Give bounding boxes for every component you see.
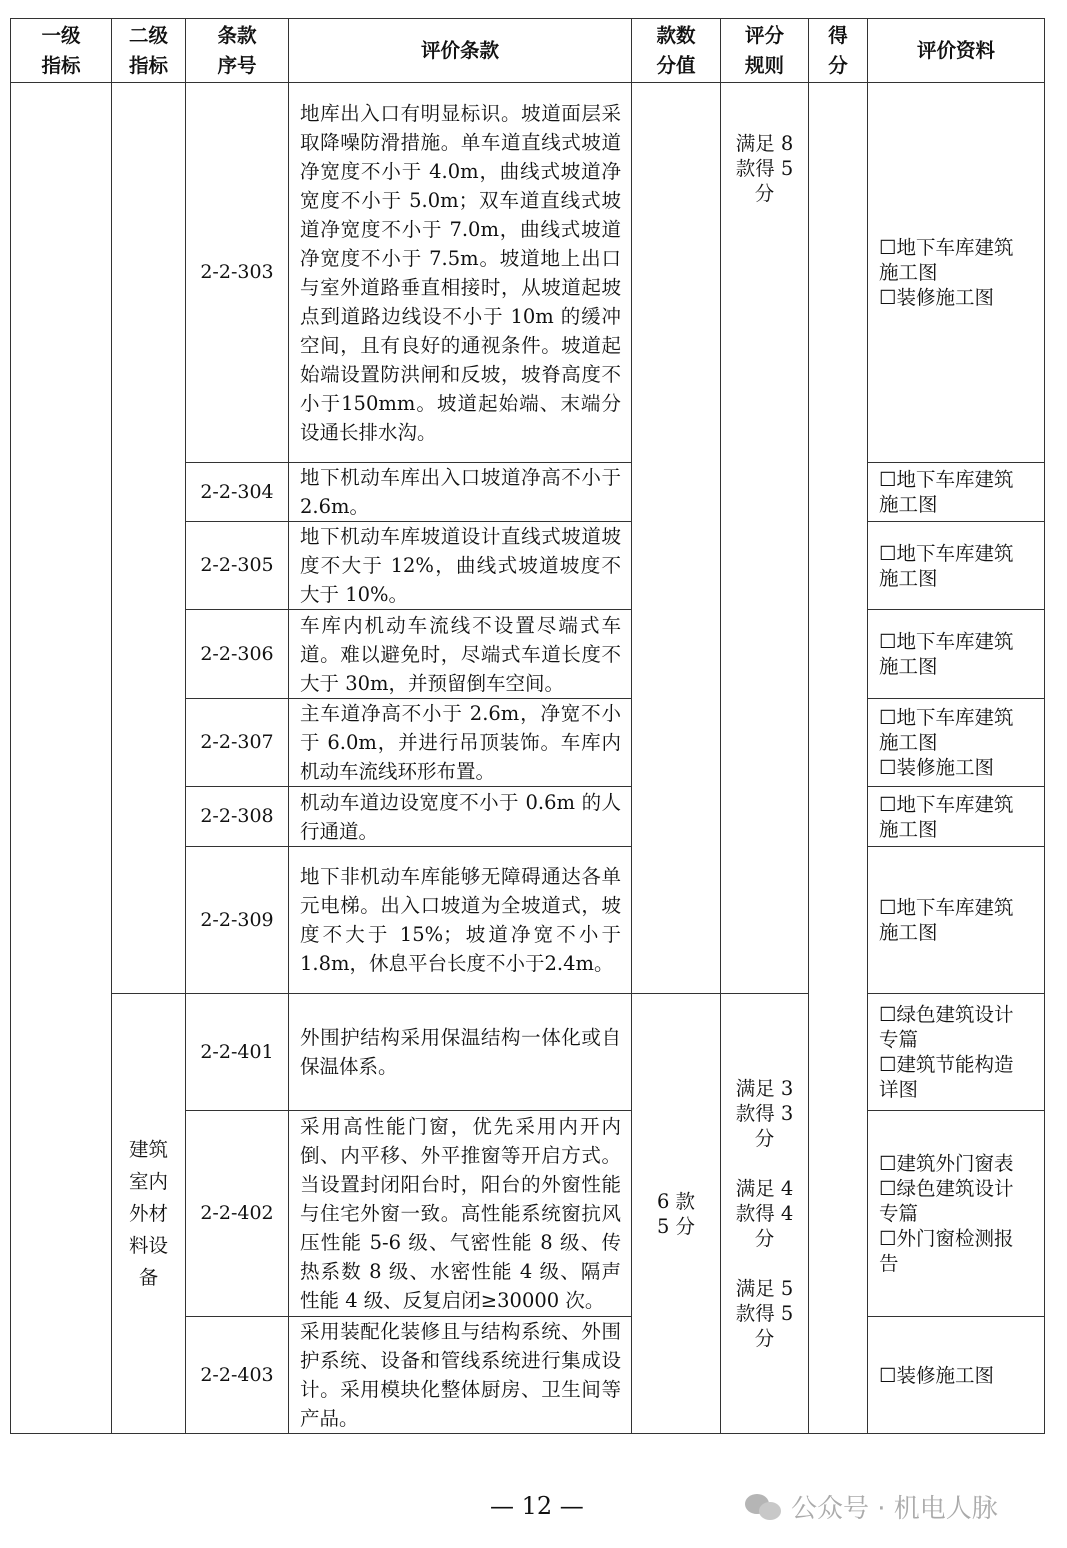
clause-text-body: 采用高性能门窗，优先采用内开内倒、内平移、外平推窗等开启方式。当设置封闭阳台时，阳台的外窗性能与住宅外窗一致。高性能系统窗抗风压性能 5-6 级、气密性能 8 级、传热系数 8 级、水密性能 4 级、隔声性能 4 级、反复启闭≥30000 次。 (300, 1115, 621, 1312)
materials-list: ☐装修施工图 (879, 1363, 994, 1387)
clause-code: 2-2-401 (186, 994, 289, 1111)
level1-cell (11, 83, 112, 1434)
header-level2: 二级 指标 (112, 19, 186, 83)
materials-cell (868, 1111, 1045, 1317)
level2-cell (112, 83, 186, 994)
wechat-icon (745, 1492, 783, 1522)
materials-cell (868, 847, 1045, 994)
clause-code: 2-2-402 (186, 1111, 289, 1317)
materials-list: ☐地下车库建筑 施工图 (879, 792, 1014, 841)
clause-text (289, 463, 632, 522)
level2-cell: 建筑 室内 外材 料设 备 (112, 994, 186, 1434)
clause-text (289, 83, 632, 463)
clause-code: 2-2-303 (186, 83, 289, 463)
points-cell (809, 83, 868, 1434)
clause-text (289, 787, 632, 847)
clause-text-body: 地下非机动车库能够无障碍通达各单元电梯。出入口坡道为全坡道式，坡度不大于 15%；坡道净宽不小于 1.8m，休息平台长度不小于2.4m。 (300, 865, 621, 975)
evaluation-table (10, 18, 1045, 1434)
clause-code: 2-2-308 (186, 787, 289, 847)
clause-code: 2-2-307 (186, 699, 289, 787)
materials-cell (868, 83, 1045, 463)
clause-text (289, 847, 632, 994)
clause-text (289, 610, 632, 699)
page-number: — 12 — (490, 1492, 584, 1520)
clause-code: 2-2-305 (186, 522, 289, 610)
materials-list: ☐建筑外门窗表 ☐绿色建筑设计 专篇 ☐外门窗检测报 告 (879, 1152, 1014, 1275)
watermark-text: 公众号 · 机电人脉 (791, 1494, 998, 1524)
watermark (745, 1488, 998, 1525)
materials-list: ☐地下车库建筑 施工图 (879, 896, 1014, 944)
materials-list: ☐地下车库建筑 施工图 ☐装修施工图 (879, 236, 1014, 309)
clause-code: 2-2-306 (186, 610, 289, 699)
score-cell (632, 83, 721, 994)
rule-cell: 满足 3 款得 3 分 满足 4 款得 4 分 满足 5 款得 5 分 (721, 994, 809, 1434)
materials-list: ☐地下车库建筑 施工图 (879, 630, 1014, 678)
clause-code: 2-2-309 (186, 847, 289, 994)
clause-text-body: 主车道净高不小于 2.6m，净宽不小于 6.0m，并进行吊顶装饰。车库内机动车流线环形布置。 (300, 702, 621, 783)
materials-cell (868, 994, 1045, 1111)
clause-text (289, 1111, 632, 1317)
clause-text (289, 522, 632, 610)
clause-text-body: 外围护结构采用保温结构一体化或自保温体系。 (300, 1026, 621, 1078)
materials-cell (868, 1317, 1045, 1434)
materials-cell (868, 522, 1045, 610)
clause-text-body: 车库内机动车流线不设置尽端式车道。难以避免时，尽端式车道长度不大于 30m，并预留倒车空间。 (300, 613, 621, 695)
header-clause: 评价条款 (289, 19, 632, 83)
materials-cell (868, 610, 1045, 699)
score-cell: 6 款 5 分 (632, 994, 721, 1434)
clause-code: 2-2-403 (186, 1317, 289, 1434)
clause-text-body: 机动车道边设宽度不小于 0.6m 的人行通道。 (300, 790, 621, 843)
clause-text-body: 地下机动车库出入口坡道净高不小于 2.6m。 (300, 466, 621, 518)
clause-text-body: 地库出入口有明显标识。坡道面层采取降噪防滑措施。单车道直线式坡道净宽度不小于 4.0m，曲线式坡道净宽度不小于 5.0m；双车道直线式坡道净宽度不小于 7.0m，曲线式坡道净宽度不小于 7.5m。坡道地上出口与室外道路垂直相接时，从坡道起坡点到道路边线设不小于 10m 的缓冲空间，且有良好的通视条件。坡道起始端设置防洪闸和反坡，坡脊高度不小于150mm。坡道起始端、末端分设通长排水沟。 (300, 101, 621, 444)
clause-text-body: 采用装配化装修且与结构系统、外围护系统、设备和管线系统进行集成设计。采用模块化整体厨房、卫生间等产品。 (300, 1320, 621, 1430)
clause-text (289, 1317, 632, 1434)
header-materials: 评价资料 (868, 19, 1045, 83)
header-score: 款数 分值 (632, 19, 721, 83)
clause-text (289, 994, 632, 1111)
clause-text-body: 地下机动车库坡道设计直线式坡道坡度不大于 12%，曲线式坡道坡度不大于 10%。 (300, 525, 621, 606)
header-level1: 一级 指标 (11, 19, 112, 83)
materials-cell (868, 463, 1045, 522)
rule-cell: 满足 8 款得 5 分 (721, 83, 809, 994)
materials-list: ☐地下车库建筑 施工图 (879, 541, 1014, 590)
materials-list: ☐绿色建筑设计 专篇 ☐建筑节能构造 详图 (879, 1003, 1014, 1101)
header-rule: 评分 规则 (721, 19, 809, 83)
header-points: 得 分 (809, 19, 868, 83)
materials-list: ☐地下车库建筑 施工图 (879, 468, 1014, 516)
header-code: 条款 序号 (186, 19, 289, 83)
materials-cell (868, 699, 1045, 787)
materials-list: ☐地下车库建筑 施工图 ☐装修施工图 (879, 706, 1014, 779)
clause-text (289, 699, 632, 787)
clause-code: 2-2-304 (186, 463, 289, 522)
materials-cell (868, 787, 1045, 847)
